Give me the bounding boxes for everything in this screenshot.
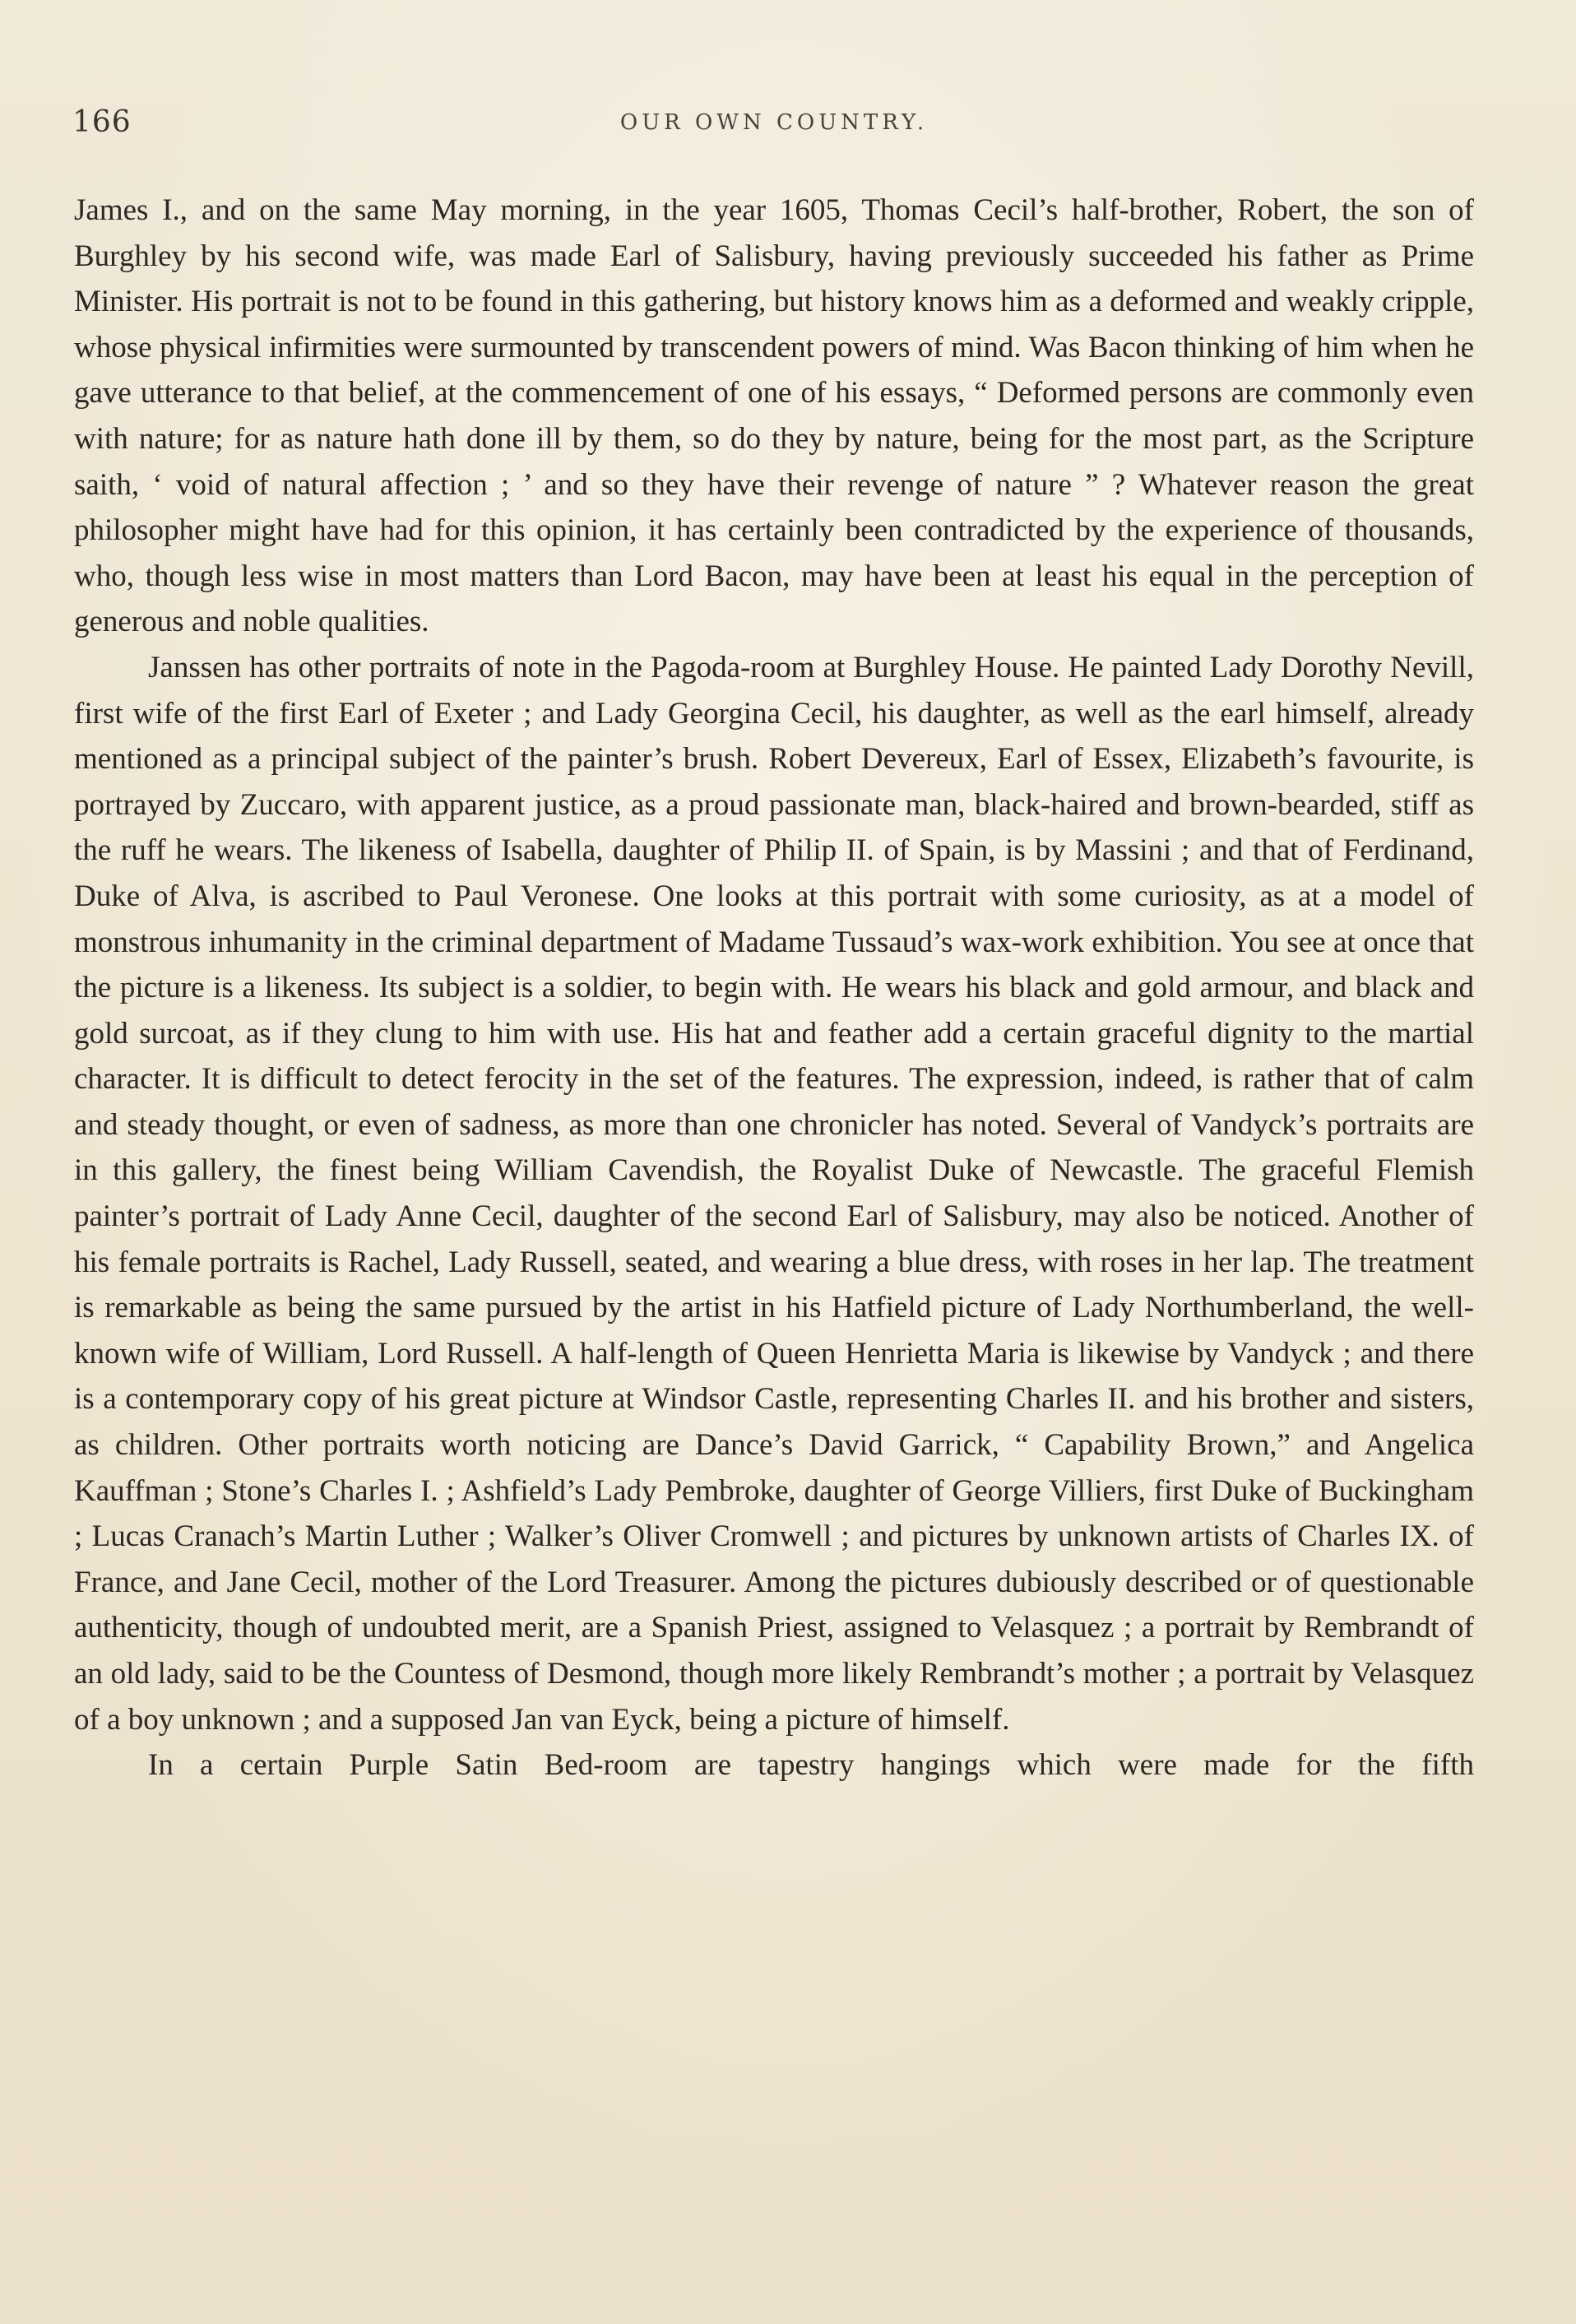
body-text	[74, 188, 1474, 1788]
running-title: OUR OWN COUNTRY.	[619, 110, 929, 135]
paragraph-3: In a certain Purple Satin Bed-room are tapestry hangings which were made for the fifth	[148, 1748, 1474, 1783]
page-header	[72, 105, 1476, 146]
paragraph-2: Janssen has other portraits of note in the Pagoda-room at Burghley House. He painted Lady Dorothy Nevill, first wife of the first Earl of Exeter ; and Lady Georgina Cecil, his daughter, as well as the earl himself, already mentioned as a principal subject of the painter’s brush. Robert Devereux, Earl of Essex, Elizabeth’s favourite, is portrayed by Zuccaro, with apparent justice, as a proud passionate man, black-haired and brown-bearded, stiff as the ruff he wears. The likeness of Isabella, daughter of Philip II. of Spain, is by Massini ; and that of Ferdinand, Duke of Alva, is ascribed to Paul Veronese. One looks at this portrait with some curiosity, as at a model of monstrous inhumanity in the criminal department of Madame Tussaud’s wax-work exhibition. You see at once that the picture is a likeness. Its subject is a soldier, to begin with. He wears his black and gold armour, and black and gold surcoat, as if they clung to him with use. His hat and feather add a certain graceful dignity to the martial character. It is difficult to detect ferocity in the set of the features. The expression, indeed, is rather that of calm and steady thought, or even of sadness, as more than one chronicler has noted. Several of Vandyck’s portraits are in this gallery, the finest being William Cavendish, the Royalist Duke of Newcastle. The graceful Flemish painter’s portrait of Lady Anne Cecil, daughter of the second Earl of Salisbury, may also be noticed. Another of his female portraits is Rachel, Lady Russell, seated, and wearing a blue dress, with roses in her lap. The treatment is remarkable as being the same pursued by the artist in his Hatfield picture of Lady Northumberland, the well-known wife of William, Lord Russell. A half-length of Queen Henrietta Maria is likewise by Vandyck ; and there is a contemporary copy of his great picture at Windsor Castle, representing Charles II. and his brother and sisters, as children. Other portraits worth noticing are Dance’s David Garrick, “ Capability Brown,” and Angelica Kauffman ; Stone’s Charles I. ; Ashfield’s Lady Pembroke, daughter of George Villiers, first Duke of Buckingham ; Lucas Cranach’s Martin Luther ; Walker’s Oliver Cromwell ; and pictures by unknown artists of Charles IX. of France, and Jane Cecil, mother of the Lord Treasurer. Among the pictures dubiously described or of questionable authenticity, though of undoubted merit, are a Spanish Priest, assigned to Velasquez ; a portrait by Rembrandt of an old lady, said to be the Countess of Desmond, though more likely Rembrandt’s mother ; a portrait by Velasquez of a boy unknown ; and a supposed Jan van Eyck, being a picture of himself.	[74, 650, 1474, 1737]
paragraph-1: James I., and on the same May morning, in the year 1605, Thomas Cecil’s half-brother, Robert, the son of Burghley by his second wife, was made Earl of Salisbury, having previously succeeded his father as Prime Minister. His portrait is not to be found in this gathering, but history knows him as a deformed and weakly cripple, whose physical infirmities were surmounted by transcendent powers of mind. Was Bacon thinking of him when he gave utterance to that belief, at the commencement of one of his essays, “ Deformed persons are commonly even with nature; for as nature hath done ill by them, so do they by nature, being for the most part, as the Scripture saith, ‘ void of natural affection ; ’ and so they have their revenge of nature ” ? Whatever reason the great philosopher might have had for this opinion, it has certainly been contradicted by the experience of thousands, who, though less wise in most matters than Lord Bacon, may have been at least his equal in the perception of generous and noble qualities.	[74, 193, 1474, 639]
page-number: 166	[72, 105, 132, 139]
